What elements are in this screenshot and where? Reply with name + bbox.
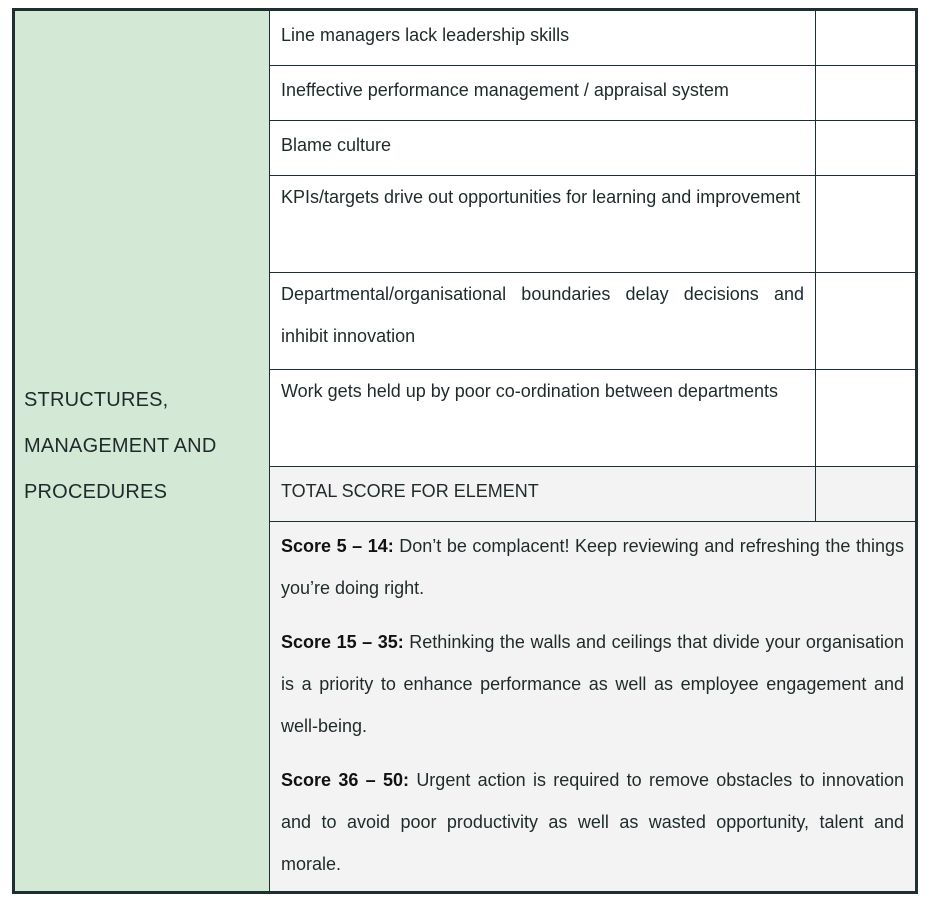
criterion-text: KPIs/targets drive out opportunities for learning and improvement [281, 187, 801, 207]
score-cell[interactable] [816, 66, 915, 120]
total-label: TOTAL SCORE FOR ELEMENT [281, 481, 539, 501]
criterion-row [270, 176, 915, 273]
section-label: STRUCTURES, MANAGEMENT AND PROCEDURES [24, 389, 217, 503]
criterion-text: Blame culture [281, 135, 392, 155]
score-cell[interactable] [816, 11, 915, 65]
total-label-cell [270, 467, 816, 521]
guidance-range: Score 36 – 50: [281, 770, 409, 790]
total-score-cell[interactable] [816, 467, 915, 521]
score-guidance [270, 522, 915, 891]
guidance-item [281, 525, 904, 609]
guidance-text: Urgent action is required to remove obstacles to innovation and to avoid poor productivity as well as wasted opportunity, talent and morale. [281, 770, 904, 874]
criterion-text-cell [270, 66, 816, 120]
criteria-grid [270, 11, 915, 891]
total-row [270, 467, 915, 522]
guidance-item [281, 759, 904, 885]
score-cell[interactable] [816, 121, 915, 175]
criterion-row [270, 11, 915, 66]
assessment-table [12, 8, 918, 894]
criterion-text: Work gets held up by poor co-ordination between departments [281, 381, 778, 401]
section-column [15, 11, 270, 891]
criterion-text-cell [270, 11, 816, 65]
criterion-row [270, 121, 915, 176]
guidance-item [281, 621, 904, 747]
guidance-range: Score 15 – 35: [281, 632, 404, 652]
criterion-text: Departmental/organisational boundaries delay decisions and inhibit innovation [281, 284, 804, 346]
criterion-text: Line managers lack leadership skills [281, 25, 570, 45]
criterion-text-cell [270, 370, 816, 466]
guidance-range: Score 5 – 14: [281, 536, 394, 556]
guidance-text: Don’t be complacent! Keep reviewing and refreshing the things you’re doing right. [281, 536, 904, 598]
score-cell[interactable] [816, 273, 915, 369]
criterion-text-cell [270, 176, 816, 272]
criterion-row [270, 370, 915, 467]
criterion-text-cell [270, 121, 816, 175]
criterion-row [270, 66, 915, 121]
criterion-row [270, 273, 915, 370]
guidance-text: Rethinking the walls and ceilings that divide your organisation is a priority to enhance performance as well as employee engagement and well-being. [281, 632, 904, 736]
criterion-text-cell [270, 273, 816, 369]
criterion-text: Ineffective performance management / appraisal system [281, 80, 729, 100]
score-cell[interactable] [816, 370, 915, 466]
score-cell[interactable] [816, 176, 915, 272]
